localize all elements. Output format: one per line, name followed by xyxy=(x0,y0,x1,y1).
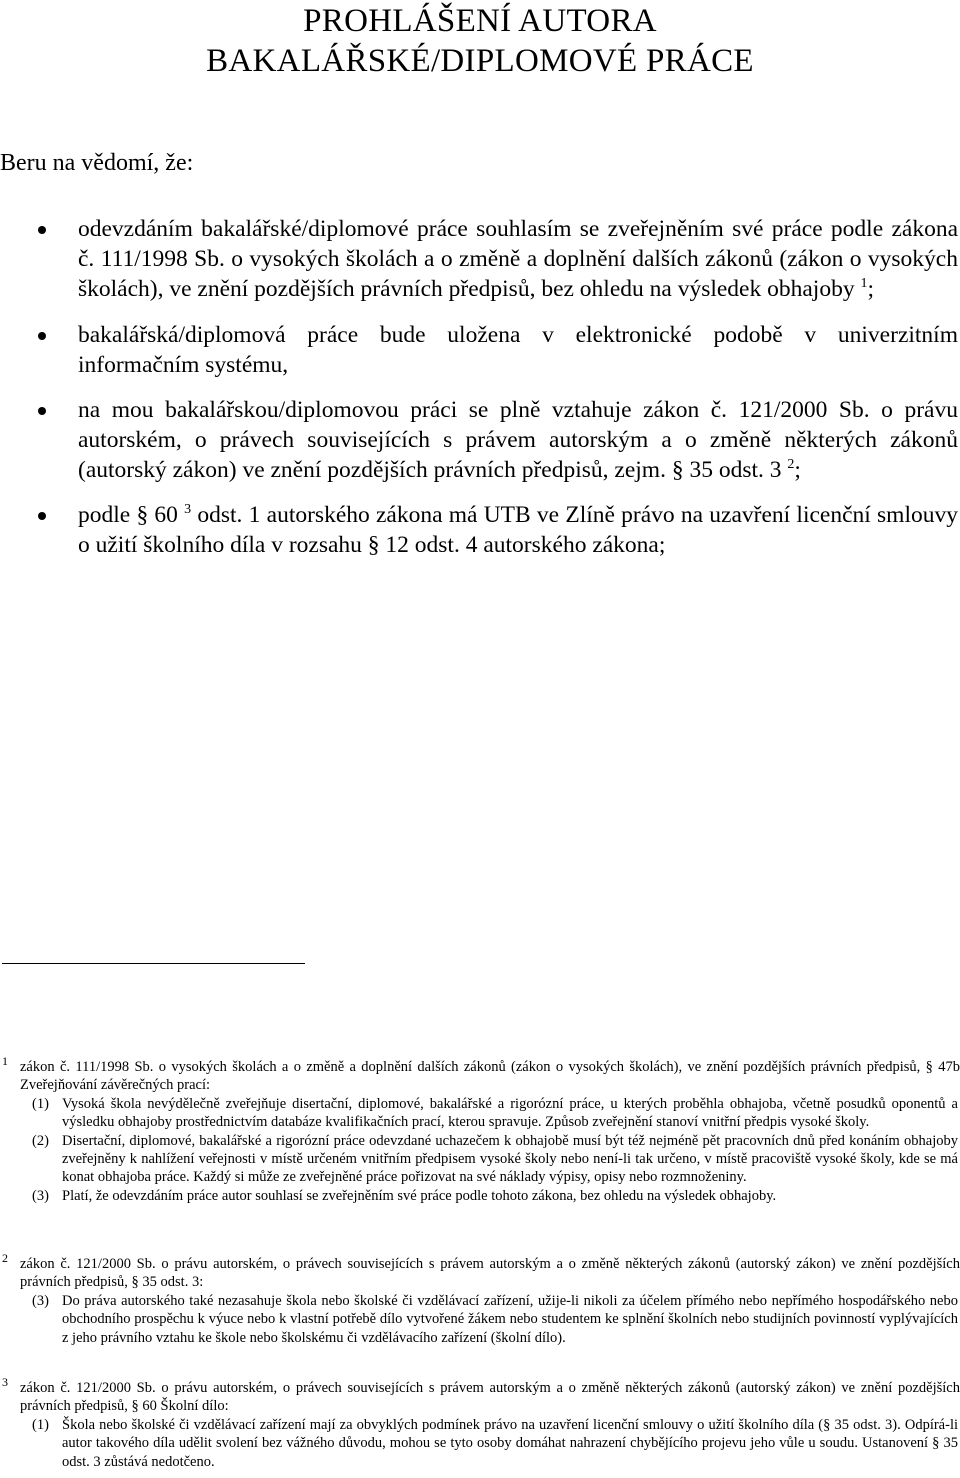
bullet-item xyxy=(0,395,960,485)
bullet-dot-icon xyxy=(38,332,46,340)
bullet-tail: ; xyxy=(867,276,874,302)
bullet-text: podle § 60 xyxy=(78,502,178,528)
footnote-paragraph xyxy=(0,1095,960,1132)
footnote-head-text: zákon č. 121/2000 Sb. o právu autorském, o právech souvisejících s právem autorským a o změně některých zákonů (autorský zákon) ve znění pozdějších právních předpisů, § 35 odst. 3: xyxy=(20,1256,960,1291)
footnote-head xyxy=(0,1054,960,1095)
paragraph-text: Do práva autorského také nezasahuje škola nebo školské či vzdělávací zařízení, užije-li nikoli za účelem přímého nebo nepřímého hospodářského nebo obchodního prospěchu k výuce nebo k vlastní potřebě dílo vytvořené žákem nebo studentem ke splnění školních nebo studijních povinností vyplývajících z jeho právního vztahu ke škole nebo školskému či vzdělávacího zařízení (školní dílo). xyxy=(62,1292,958,1346)
footnote-ref: 1 xyxy=(860,276,868,292)
footnote-2 xyxy=(0,1251,960,1347)
footnote-ref: 3 xyxy=(184,502,192,518)
footnote-number: 3 xyxy=(2,1375,8,1389)
page-title-line-1: PROHLÁŠENÍ AUTORA xyxy=(303,3,657,39)
bullet-item xyxy=(0,320,960,380)
bullet-list xyxy=(0,214,960,575)
bullet-text: na mou bakalářskou/diplomovou práci se plně vztahuje zákon č. 121/2000 Sb. o právu autorském, o právech souvisejících s právem autorským a o změně některých zákonů (autorský zákon) ve znění pozdějších právních předpisů, zejm. § 35 odst. 3 xyxy=(78,397,958,483)
page-title-line-2: BAKALÁŘSKÉ/DIPLOMOVÉ PRÁCE xyxy=(206,43,754,79)
paragraph-text: Disertační, diplomové, bakalářské a rigorózní práce odevzdané uchazečem k obhajobě musí být též nejméně pět pracovních dnů před konáním obhajoby zveřejněny k nahlížení veřejnosti v místě určeném vnitřním předpisem vysoké školy nebo není-li tak určeno, v místě pracoviště vysoké školy, kde se má konat obhajoba práce. Každý si může ze zveřejněné práce pořizovat na své náklady výpisy, opisy nebo rozmnoženiny. xyxy=(62,1132,958,1186)
bullet-dot-icon xyxy=(38,512,46,520)
footnote-paragraph xyxy=(0,1187,960,1205)
bullet-tail: odst. 1 autorského zákona má UTB ve Zlíně právo na uzavření licenční smlouvy o užití školního díla v rozsahu § 12 odst. 4 autorského zákona; xyxy=(78,502,958,558)
footnote-head xyxy=(0,1375,960,1416)
footnote-1 xyxy=(0,1054,960,1205)
paragraph-number: (3) xyxy=(32,1187,49,1204)
paragraph-number: (1) xyxy=(32,1095,49,1112)
footnote-head-text: zákon č. 121/2000 Sb. o právu autorském, o právech souvisejících s právem autorským a o změně některých zákonů (autorský zákon) ve znění pozdějších právních předpisů, § 60 Školní dílo: xyxy=(20,1380,960,1415)
bullet-item xyxy=(0,214,960,304)
footnote-number: 1 xyxy=(2,1054,8,1068)
paragraph-number: (2) xyxy=(32,1132,49,1149)
footnote-paragraph xyxy=(0,1292,960,1347)
paragraph-text: Vysoká škola nevýdělečně zveřejňuje disertační, diplomové, bakalářské a rigorózní práce, u kterých proběhla obhajoba, včetně posudků oponentů a výsledku obhajoby prostřednictvím databáze kvalifikačních prací, kterou spravuje. Způsob zveřejnění stanoví vnitřní předpis vysoké školy. xyxy=(62,1095,958,1131)
footnote-separator xyxy=(2,963,305,964)
bullet-tail: ; xyxy=(794,457,801,483)
footnote-paragraph xyxy=(0,1416,960,1471)
paragraph-text: Platí, že odevzdáním práce autor souhlasí se zveřejněním své práce podle tohoto zákona, bez ohledu na výsledek obhajoby. xyxy=(62,1187,777,1204)
footnote-number: 2 xyxy=(2,1251,8,1265)
footnote-paragraph xyxy=(0,1132,960,1187)
bullet-text: odevzdáním bakalářské/diplomové práce souhlasím se zveřejněním své práce podle zákona č. 111/1998 Sb. o vysokých školách a o změně a doplnění dalších zákonů (zákon o vysokých školách), ve znění pozdějších právních předpisů, bez ohledu na výsledek obhajoby xyxy=(78,216,958,302)
bullet-item xyxy=(0,500,960,560)
footnote-3 xyxy=(0,1375,960,1471)
bullet-text: bakalářská/diplomová práce bude uložena v elektronické podobě v univerzitním informačním systému, xyxy=(78,322,958,378)
footnote-head-text: zákon č. 111/1998 Sb. o vysokých školách a o změně a doplnění dalších zákonů (zákon o vysokých školách), ve znění pozdějších právních předpisů, § 47b Zveřejňování závěrečných prací: xyxy=(20,1059,960,1094)
bullet-dot-icon xyxy=(38,407,46,415)
footnote-head xyxy=(0,1251,960,1292)
paragraph-number: (3) xyxy=(32,1292,49,1309)
paragraph-number: (1) xyxy=(32,1416,49,1433)
footnote-ref: 2 xyxy=(787,457,795,473)
intro-text: Beru na vědomí, že: xyxy=(0,150,194,176)
paragraph-text: Škola nebo školské či vzdělávací zařízení mají za obvyklých podmínek právo na uzavření licenční smlouvy o užití školního díla (§ 35 odst. 3). Odpírá-li autor takového díla udělit svolení bez vážného důvodu, mohou se tyto osoby domáhat nahrazení chybějícího projevu jeho vůle u soudu. Ustanovení § 35 odst. 3 zůstává nedotčeno. xyxy=(62,1416,958,1470)
bullet-dot-icon xyxy=(38,226,46,234)
